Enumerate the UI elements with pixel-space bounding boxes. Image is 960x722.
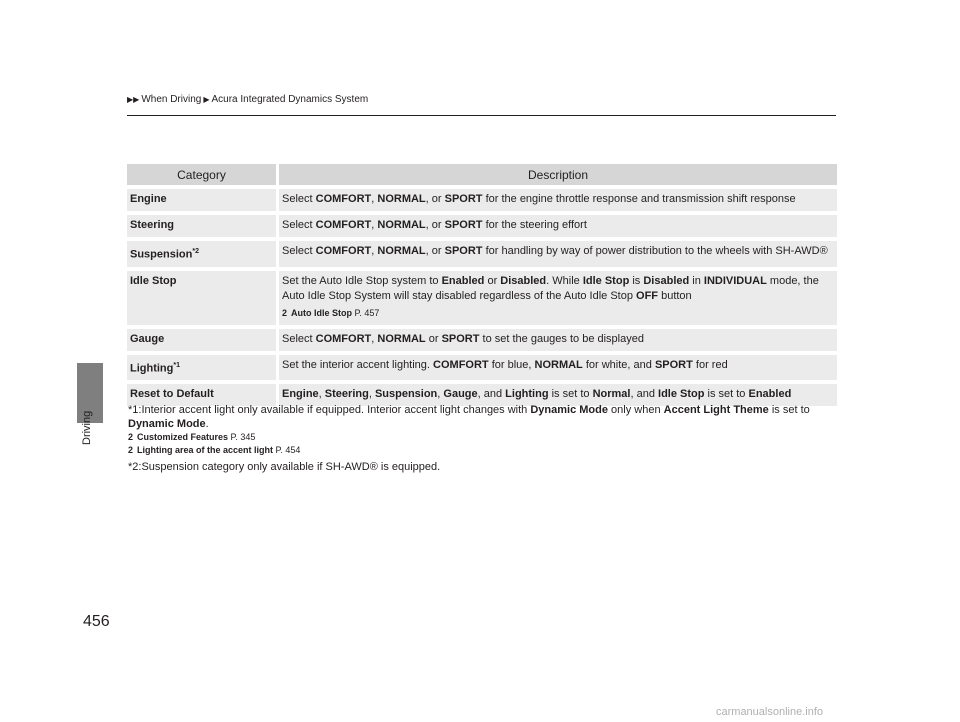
description-cell: Select COMFORT, NORMAL, or SPORT for the steering effort bbox=[279, 215, 837, 237]
description-cell: Select COMFORT, NORMAL, or SPORT for the engine throttle response and transmission shift response bbox=[279, 189, 837, 211]
table-row bbox=[127, 189, 837, 211]
table-row bbox=[127, 241, 837, 267]
table-row bbox=[127, 355, 837, 381]
description-cell: Set the Auto Idle Stop system to Enabled or Disabled. While Idle Stop is Disabled in INDIVIDUAL mode, the Auto Idle Stop System will stay disabled regardless of the Auto Idle Stop OFF button 2 Auto Idle Stop P. 457 bbox=[279, 271, 837, 325]
category-cell: Steering bbox=[127, 215, 279, 237]
description-cell: Select COMFORT, NORMAL, or SPORT for handling by way of power distribution to the wheels with SH-AWD® bbox=[279, 241, 837, 267]
column-header-description: Description bbox=[279, 164, 837, 185]
watermark: carmanualsonline.info bbox=[716, 706, 824, 718]
page-number: 456 bbox=[83, 613, 110, 630]
breadcrumb-item[interactable]: Acura Integrated Dynamics System bbox=[211, 94, 369, 105]
breadcrumb-item[interactable]: When Driving bbox=[141, 94, 202, 105]
settings-table bbox=[127, 160, 837, 410]
cross-reference-link[interactable]: 2 Lighting area of the accent light P. 454 bbox=[128, 445, 301, 455]
category-cell: Reset to Default bbox=[127, 384, 279, 406]
category-cell: Engine bbox=[127, 189, 279, 211]
breadcrumb bbox=[127, 94, 368, 105]
description-cell: Select COMFORT, NORMAL or SPORT to set the gauges to be displayed bbox=[279, 329, 837, 351]
footnote-1-text: *1:Interior accent light only available if equipped. Interior accent light changes with Dynamic Mode only when Accent Light Theme is set to Dynamic Mode. bbox=[128, 404, 810, 430]
reference-arrow-icon: 2 bbox=[128, 432, 134, 442]
cross-reference-link[interactable]: 2 Auto Idle Stop P. 457 bbox=[282, 307, 380, 318]
section-label: Driving bbox=[81, 410, 93, 445]
category-cell: Lighting$^{*1}$ bbox=[127, 355, 279, 381]
footnote-1 bbox=[128, 403, 840, 457]
category-cell: Gauge bbox=[127, 329, 279, 351]
reference-arrow-icon: 2 bbox=[282, 307, 288, 318]
description-cell: Set the interior accent lighting. COMFORT for blue, NORMAL for white, and SPORT for red bbox=[279, 355, 837, 381]
table-row bbox=[127, 215, 837, 237]
breadcrumb-arrow-icon: ▶▶ bbox=[127, 95, 140, 104]
breadcrumb-arrow-icon: ▶ bbox=[203, 95, 210, 104]
header-rule bbox=[127, 115, 836, 116]
table-row bbox=[127, 271, 837, 325]
category-cell: Suspension$^{*2}$ bbox=[127, 241, 279, 267]
table-row bbox=[127, 329, 837, 351]
description-cell: Engine, Steering, Suspension, Gauge, and Lighting is set to Normal, and Idle Stop is set to Enabled bbox=[279, 384, 837, 406]
column-header-category: Category bbox=[127, 164, 279, 185]
footnote-1-refs bbox=[128, 431, 840, 457]
category-cell: Idle Stop bbox=[127, 271, 279, 325]
reference-arrow-icon: 2 bbox=[128, 445, 134, 455]
footnote-2: *2:Suspension category only available if SH-AWD® is equipped. bbox=[128, 461, 441, 473]
cross-reference-link[interactable]: 2 Customized Features P. 345 bbox=[128, 432, 256, 442]
